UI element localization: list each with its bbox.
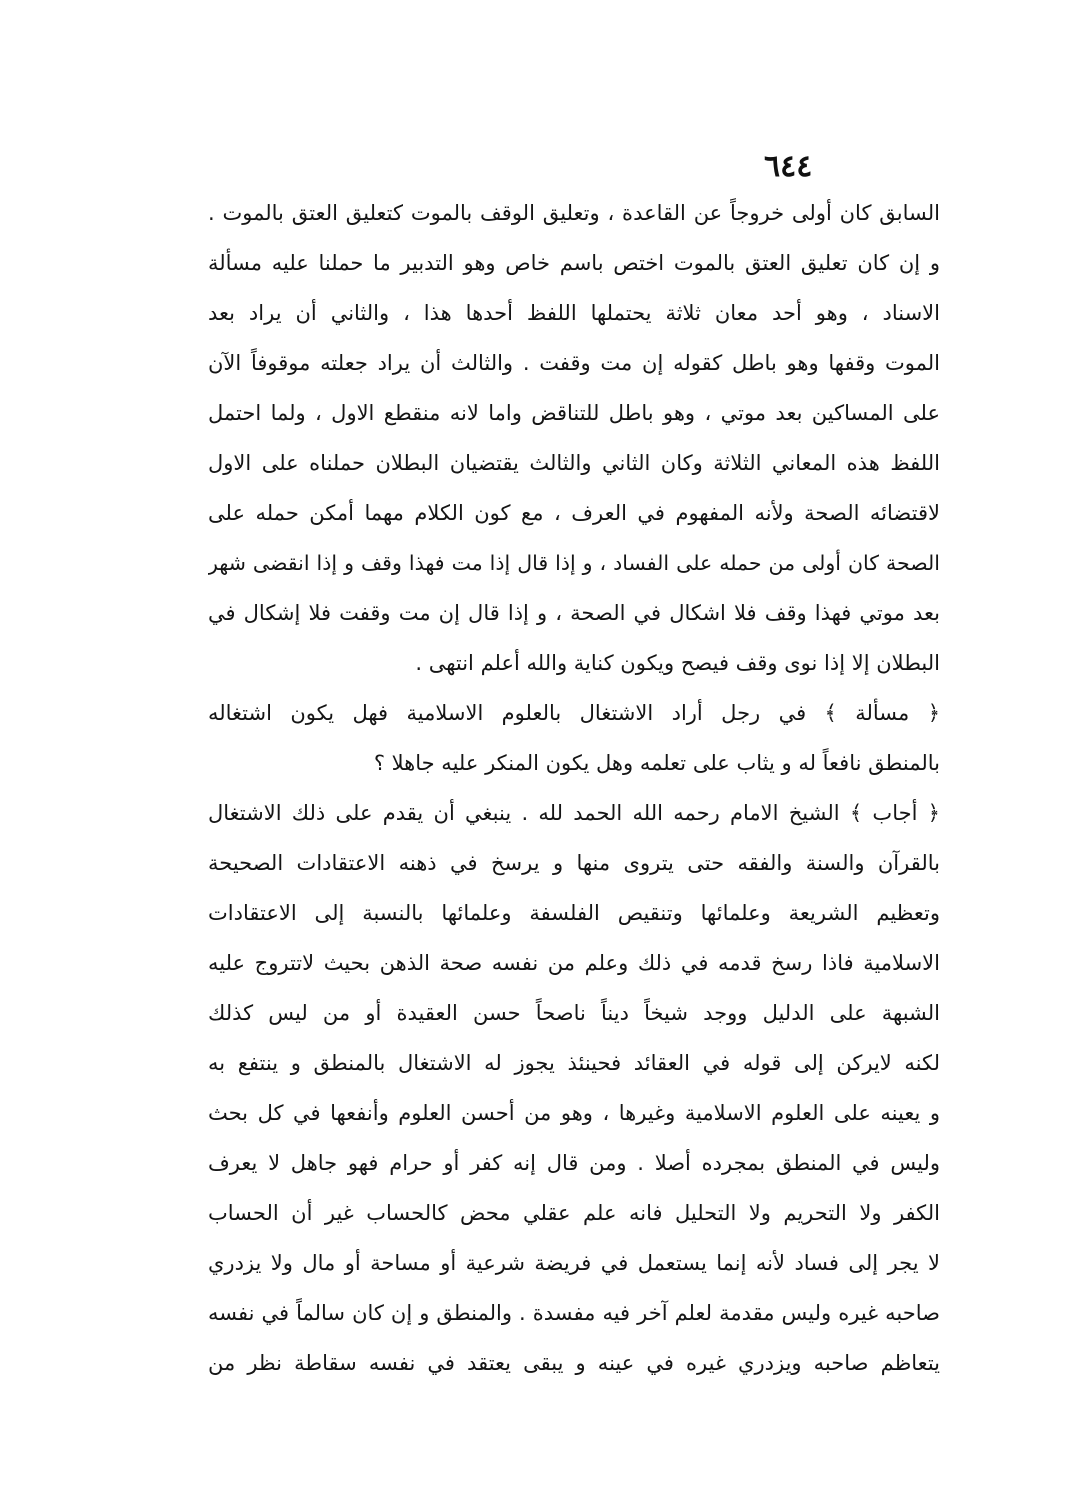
text-line: لا يجر إلى فساد لأنه إنما يستعمل في فريضة شرعية أو مساحة أو مال ولا يزدري — [208, 1251, 940, 1275]
question-heading-line: ﴿ مسألة ﴾ في رجل أراد الاشتغال بالعلوم الاسلامية فهل يكون اشتغاله — [208, 701, 940, 725]
text-line: بالمنطق نافعاً له و يثاب على تعلمه وهل يكون المنكر عليه جاهلا ؟ — [373, 751, 940, 775]
text-line: اللفظ هذه المعاني الثلاثة وكان الثاني والثالث يقتضيان البطلان حملناه على الاول — [208, 451, 940, 475]
text-line: وليس في المنطق بمجرده أصلا . ومن قال إنه كفر أو حرام فهو جاهل لا يعرف — [208, 1151, 940, 1175]
text-line: السابق كان أولى خروجاً عن القاعدة ، وتعليق الوقف بالموت كتعليق العتق بالموت . — [208, 201, 940, 225]
text-line: البطلان إلا إذا نوى وقف فيصح ويكون كناية والله أعلم انتهى . — [415, 651, 940, 675]
text-line: الموت وقفها وهو باطل كقوله إن مت وقفت . والثالث أن يراد جعلته موقوفاً الآن — [208, 351, 940, 375]
text-line: وتعظيم الشريعة وعلمائها وتنقيص الفلسفة وعلمائها بالنسبة إلى الاعتقادات — [208, 901, 940, 925]
text-line: بعد موتي فهذا وقف فلا اشكال في الصحة ، و إذا قال إن مت وقفت فلا إشكال في — [208, 601, 940, 625]
text-line: بالقرآن والسنة والفقه حتى يتروى منها و يرسخ في ذهنه الاعتقادات الصحيحة — [208, 851, 940, 875]
text-line: لاقتضائه الصحة ولأنه المفهوم في العرف ، مع كون الكلام مهما أمكن حمله على — [208, 501, 940, 525]
text-line: الكفر ولا التحريم ولا التحليل فانه علم عقلي محض كالحساب غير أن الحساب — [208, 1201, 940, 1225]
text-line: الاسلامية فاذا رسخ قدمه في ذلك وعلم من نفسه صحة الذهن بحيث لاتتروج عليه — [208, 951, 940, 975]
text-line: و يعينه على العلوم الاسلامية وغيرها ، وهو من أحسن العلوم وأنفعها في كل بحث — [208, 1101, 940, 1125]
text-line: يتعاظم صاحبه ويزدري غيره في عينه و يبقى يعتقد في نفسه سقاطة نظر من — [208, 1351, 940, 1375]
text-line: الشبهة على الدليل ووجد شيخاً ديناً ناصحاً حسن العقيدة أو من ليس كذلك — [208, 1001, 940, 1025]
text-line: على المساكين بعد موتي ، وهو باطل للتناقض واما لانه منقطع الاول ، ولما احتمل — [208, 401, 940, 425]
page-number: ٦٤٤ — [764, 149, 813, 184]
text-line: صاحبه غيره وليس مقدمة لعلم آخر فيه مفسدة . والمنطق و إن كان سالماً في نفسه — [208, 1301, 940, 1325]
answer-heading-line: ﴿ أجاب ﴾ الشيخ الامام رحمه الله الحمد لله . ينبغي أن يقدم على ذلك الاشتغال — [208, 801, 940, 825]
text-line: الاسناد ، وهو أحد معان ثلاثة يحتملها اللفظ أحدها هذا ، والثاني أن يراد بعد — [208, 301, 940, 325]
text-line: لكنه لايركن إلى قوله في العقائد فحينئذ يجوز له الاشتغال بالمنطق و ينتفع به — [208, 1051, 940, 1075]
body-text — [208, 188, 940, 1388]
text-line: و إن كان تعليق العتق بالموت اختص باسم خاص وهو التدبير ما حملنا عليه مسألة — [208, 251, 940, 275]
text-line: الصحة كان أولى من حمله على الفساد ، و إذا قال إذا مت فهذا وقف و إذا انقضى شهر — [208, 551, 940, 575]
